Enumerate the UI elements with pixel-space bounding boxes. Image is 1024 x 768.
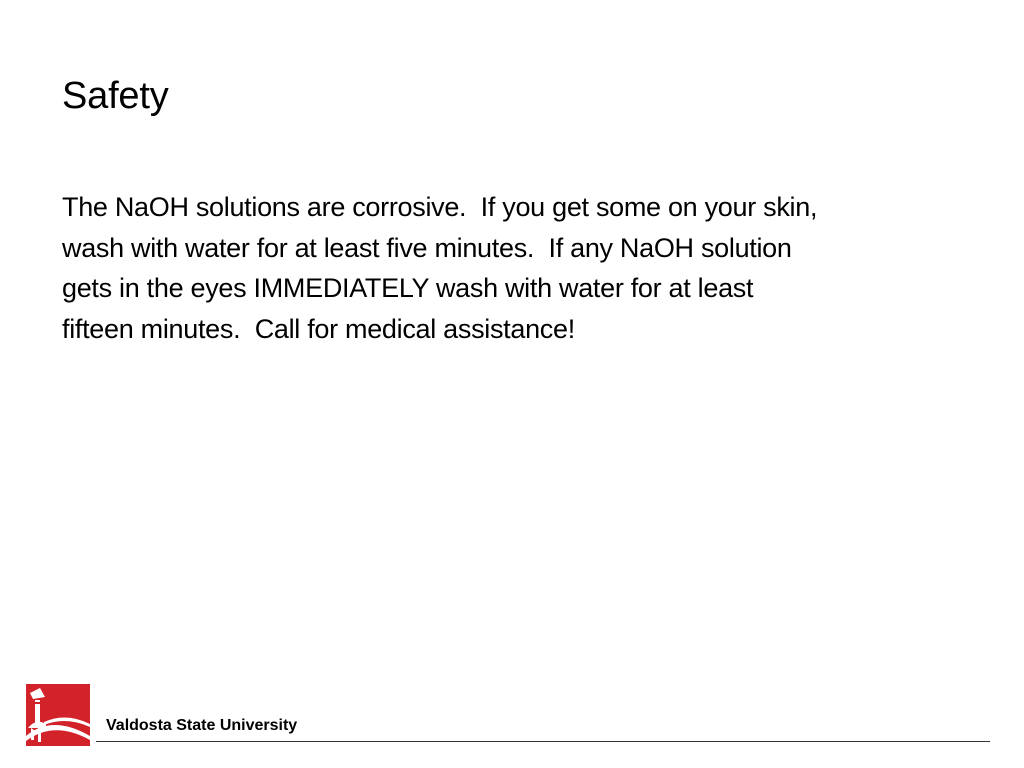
footer-organization: Valdosta State University xyxy=(106,717,298,734)
body-line-3: gets in the eyes IMMEDIATELY wash with water for at least xyxy=(62,273,754,303)
slide-title: Safety xyxy=(62,75,169,117)
body-line-1: The NaOH solutions are corrosive. If you get some on your skin, xyxy=(62,192,818,222)
body-line-2: wash with water for at least five minutes. If any NaOH solution xyxy=(62,232,792,263)
footer-divider xyxy=(96,741,990,742)
university-tower-logo-icon xyxy=(26,684,90,746)
slide-body xyxy=(62,187,962,349)
body-line-4: fifteen minutes. Call for medical assistance! xyxy=(62,313,575,344)
